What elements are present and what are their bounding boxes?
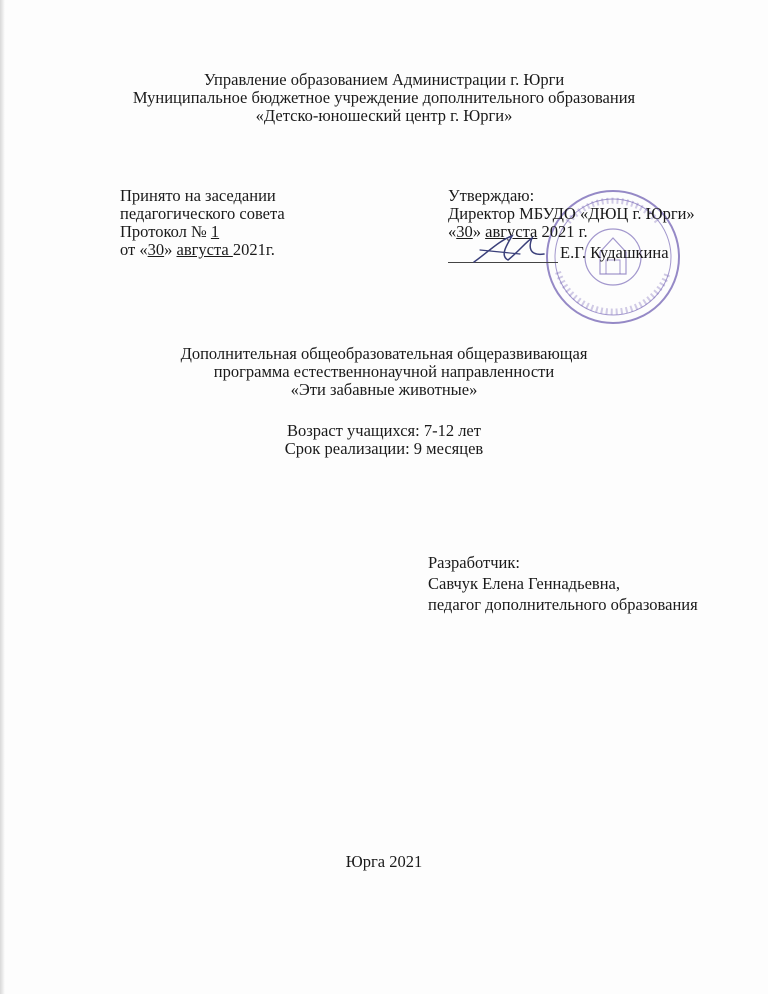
approved-date-month: августа <box>485 222 538 241</box>
footer-city-year: Юрга 2021 <box>345 852 423 871</box>
protocol-number: 1 <box>210 222 220 241</box>
accepted-protocol <box>120 222 219 242</box>
program-term: Срок реализации: 9 месяцев <box>284 439 484 458</box>
date-day: 30 <box>147 240 165 259</box>
developer-position: педагог дополнительного образования <box>428 595 698 614</box>
scan-edge <box>0 0 5 994</box>
approved-line-1: Утверждаю: <box>448 186 535 205</box>
program-line-1: Дополнительная общеобразовательная общеразвивающая <box>180 344 588 363</box>
approved-date-year: 2021 г. <box>537 222 588 241</box>
approved-line-2: Директор МБУДО «ДЮЦ г. Юрги» <box>448 204 695 223</box>
header-line-3: «Детско-юношеский центр г. Юрги» <box>255 106 513 125</box>
header-line-1: Управление образованием Администрации г. Юрги <box>203 70 565 89</box>
approved-date-day: 30 <box>456 222 473 241</box>
protocol-label: Протокол № <box>120 222 211 241</box>
developer-name: Савчук Елена Геннадьевна, <box>428 574 620 593</box>
approved-date-open: « <box>448 222 457 241</box>
header-line-2: Муниципальное бюджетное учреждение дополнительного образования <box>132 88 636 107</box>
approved-date-mid: » <box>472 222 486 241</box>
date-year: 2021г. <box>232 240 275 259</box>
program-line-2: программа естественнонаучной направленности <box>213 362 555 381</box>
program-title: «Эти забавные животные» <box>290 380 478 399</box>
accepted-date <box>120 240 275 260</box>
date-prefix: от « <box>120 240 148 259</box>
program-age: Возраст учащихся: 7-12 лет <box>287 421 481 440</box>
accepted-line-2: педагогического совета <box>120 204 285 223</box>
signature-scribble <box>470 230 550 270</box>
accepted-line-1: Принято на заседании <box>120 186 276 205</box>
developer-label: Разработчик: <box>428 553 520 572</box>
date-mid: » <box>164 240 177 259</box>
approved-signer: Е.Г. Кудашкина <box>560 243 669 262</box>
date-month: августа <box>176 240 233 259</box>
